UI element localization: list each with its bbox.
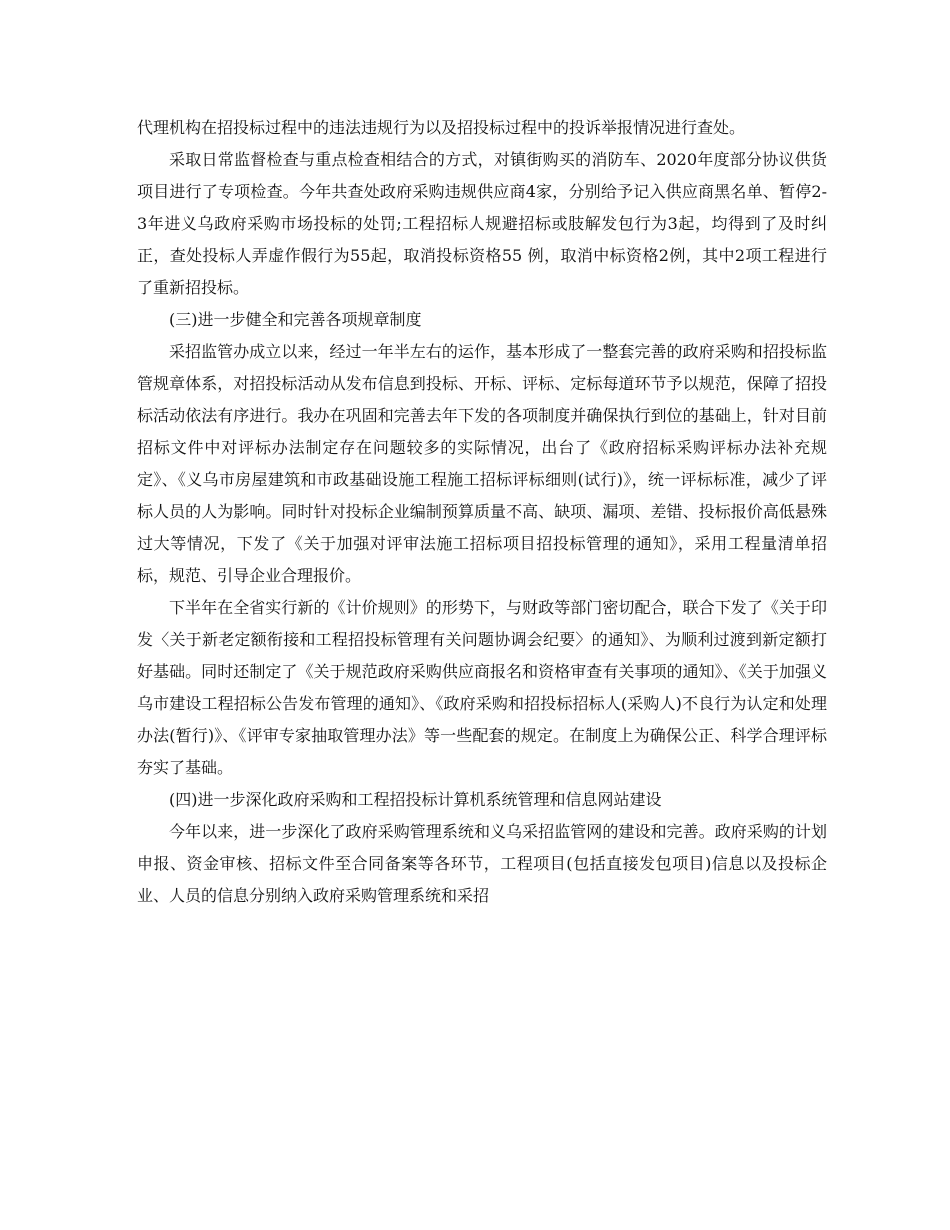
section-heading-4: (四)进一步深化政府采购和工程招投标计算机系统管理和信息网站建设 — [169, 790, 662, 809]
paragraph-7: 今年以来，进一步深化了政府采购管理系统和义乌采招监管网的建设和完善。政府采购的计划申报、资金审核、招标文件至合同备案等各环节，工程项目(包括直接发包项目)信息以及投标企业、人员的信息分别纳入政府采购管理系统和采招 — [137, 822, 827, 905]
paragraph-4: 采招监管办成立以来，经过一年半左右的运作，基本形成了一整套完善的政府采购和招投标监管规章体系，对招投标活动从发布信息到投标、开标、评标、定标每道环节予以规范，保障了招投标活动依法有序进行。我办在巩固和完善去年下发的各项制度并确保执行到位的基础上，针对目前招标文件中对评标办法制定存在问题较多的实际情况，出台了《政府招标采购评标办法补充规定》、《义乌市房屋建筑和市政基础设施工程施工招标评标细则(试行)》，统一评标标准，减少了评标人员的人为影响。同时针对投标企业编制预算质量不高、缺项、漏项、差错、投标报价高低悬殊过大等情况，下发了《关于加强对评审法施工招标项目招投标管理的通知》，采用工程量清单招标，规范、引导企业合理报价。 — [137, 342, 827, 585]
paragraph-2: 采取日常监督检查与重点检查相结合的方式，对镇街购买的消防车、2020年度部分协议供货项目进行了专项检查。今年共查处政府采购违规供应商4家，分别给予记入供应商黑名单、暂停2-3年进义乌政府采购市场投标的处罚;工程招标人规避招标或肢解发包行为3起，均得到了及时纠正，查处投标人弄虚作假行为55起，取消投标资格55 例，取消中标资格2例，其中2项工程进行了重新招投标。 — [137, 150, 827, 297]
section-heading-3: (三)进一步健全和完善各项规章制度 — [169, 310, 422, 329]
paragraph-5: 下半年在全省实行新的《计价规则》的形势下，与财政等部门密切配合，联合下发了《关于印发〈关于新老定额衔接和工程招投标管理有关问题协调会纪要〉的通知》、为顺利过渡到新定额打好基础。同时还制定了《关于规范政府采购供应商报名和资格审查有关事项的通知》、《关于加强义乌市建设工程招标公告发布管理的通知》、《政府采购和招投标招标人(采购人)不良行为认定和处理办法(暂行)》、《评审专家抽取管理办法》等一些配套的规定。在制度上为确保公正、科学合理评标夯实了基础。 — [137, 598, 827, 777]
paragraph-1: 代理机构在招投标过程中的违法违规行为以及招投标过程中的投诉举报情况进行查处。 — [137, 118, 746, 137]
document-page — [137, 112, 827, 912]
